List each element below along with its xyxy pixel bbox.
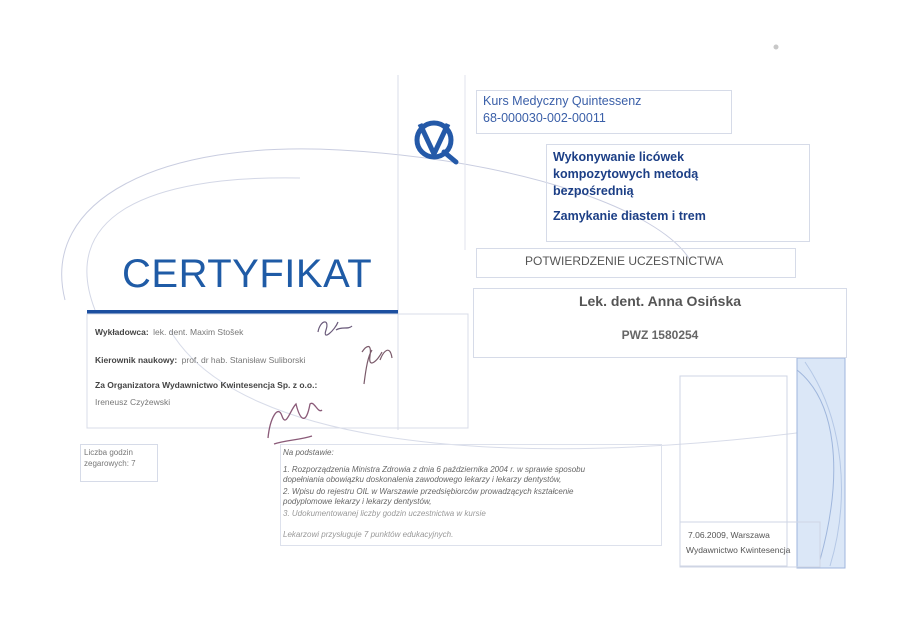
topics-box: [546, 144, 810, 242]
topic-line-2: kompozytowych metodą: [553, 167, 699, 181]
issue-publisher: Wydawnictwo Kwintesencja: [686, 545, 791, 555]
basis-line-1: 1. Rozporządzenia Ministra Zdrowia z dnia 6 października 2004 r. w sprawie sposobu: [283, 465, 586, 474]
participant-box: [473, 288, 847, 358]
course-number: 68-000030-002-00011: [483, 111, 606, 125]
topic-line-4: Zamykanie diastem i trem: [553, 209, 706, 223]
basis-box: [280, 444, 662, 546]
basis-line-4: podyplomowe lekarzy i lekarzy dentystów,: [283, 497, 432, 506]
participant-name: Lek. dent. Anna Osińska: [578, 293, 742, 309]
course-info-box: [476, 90, 732, 134]
topic-line-1: Wykonywanie licówek: [553, 150, 685, 164]
basis-line-2: dopełniania obowiązku doskonalenia zawodowego lekarzy i lekarzy dentystów,: [283, 475, 562, 484]
certificate-title: CERTYFIKAT: [122, 252, 373, 296]
participant-pwz: PWZ 1580254: [621, 328, 699, 342]
hours-box: [80, 444, 158, 482]
confirmation-label: POTWIERDZENIE UCZESTNICTWA: [525, 254, 724, 268]
basis-line-5: 3. Udokumentowanej liczby godzin uczestnictwa w kursie: [283, 509, 486, 518]
confirmation-box: [476, 248, 796, 278]
basis-line-3: 2. Wpisu do rejestru OIL w Warszawie przedsiębiorców prowadzących kształcenie: [283, 487, 574, 496]
course-name: Kurs Medyczny Quintessenz: [483, 94, 642, 108]
lecturer-label: Wykładowca:: [95, 327, 149, 337]
supervisor-value: prof. dr hab. Stanisław Suliborski: [181, 355, 306, 365]
hours-line-2: zegarowych: 7: [84, 459, 136, 468]
people-section: [95, 320, 395, 420]
organizer-label: Za Organizatora Wydawnictwo Kwintesencja Sp. z o.o.:: [95, 380, 318, 390]
basis-points: Lekarzowi przysługuje 7 punktów edukacyjnych.: [283, 530, 454, 539]
hours-line-1: Liczba godzin: [84, 448, 133, 457]
quintessenz-vq-logo: [408, 118, 460, 166]
lecturer-value: lek. dent. Maxim Stošek: [153, 327, 244, 337]
basis-heading: Na podstawie:: [283, 448, 334, 457]
organizer-value: Ireneusz Czyżewski: [95, 397, 171, 407]
supervisor-label: Kierownik naukowy:: [95, 355, 178, 365]
issue-date-place: 7.06.2009, Warszawa: [688, 530, 770, 540]
topic-line-3: bezpośrednią: [553, 184, 634, 198]
